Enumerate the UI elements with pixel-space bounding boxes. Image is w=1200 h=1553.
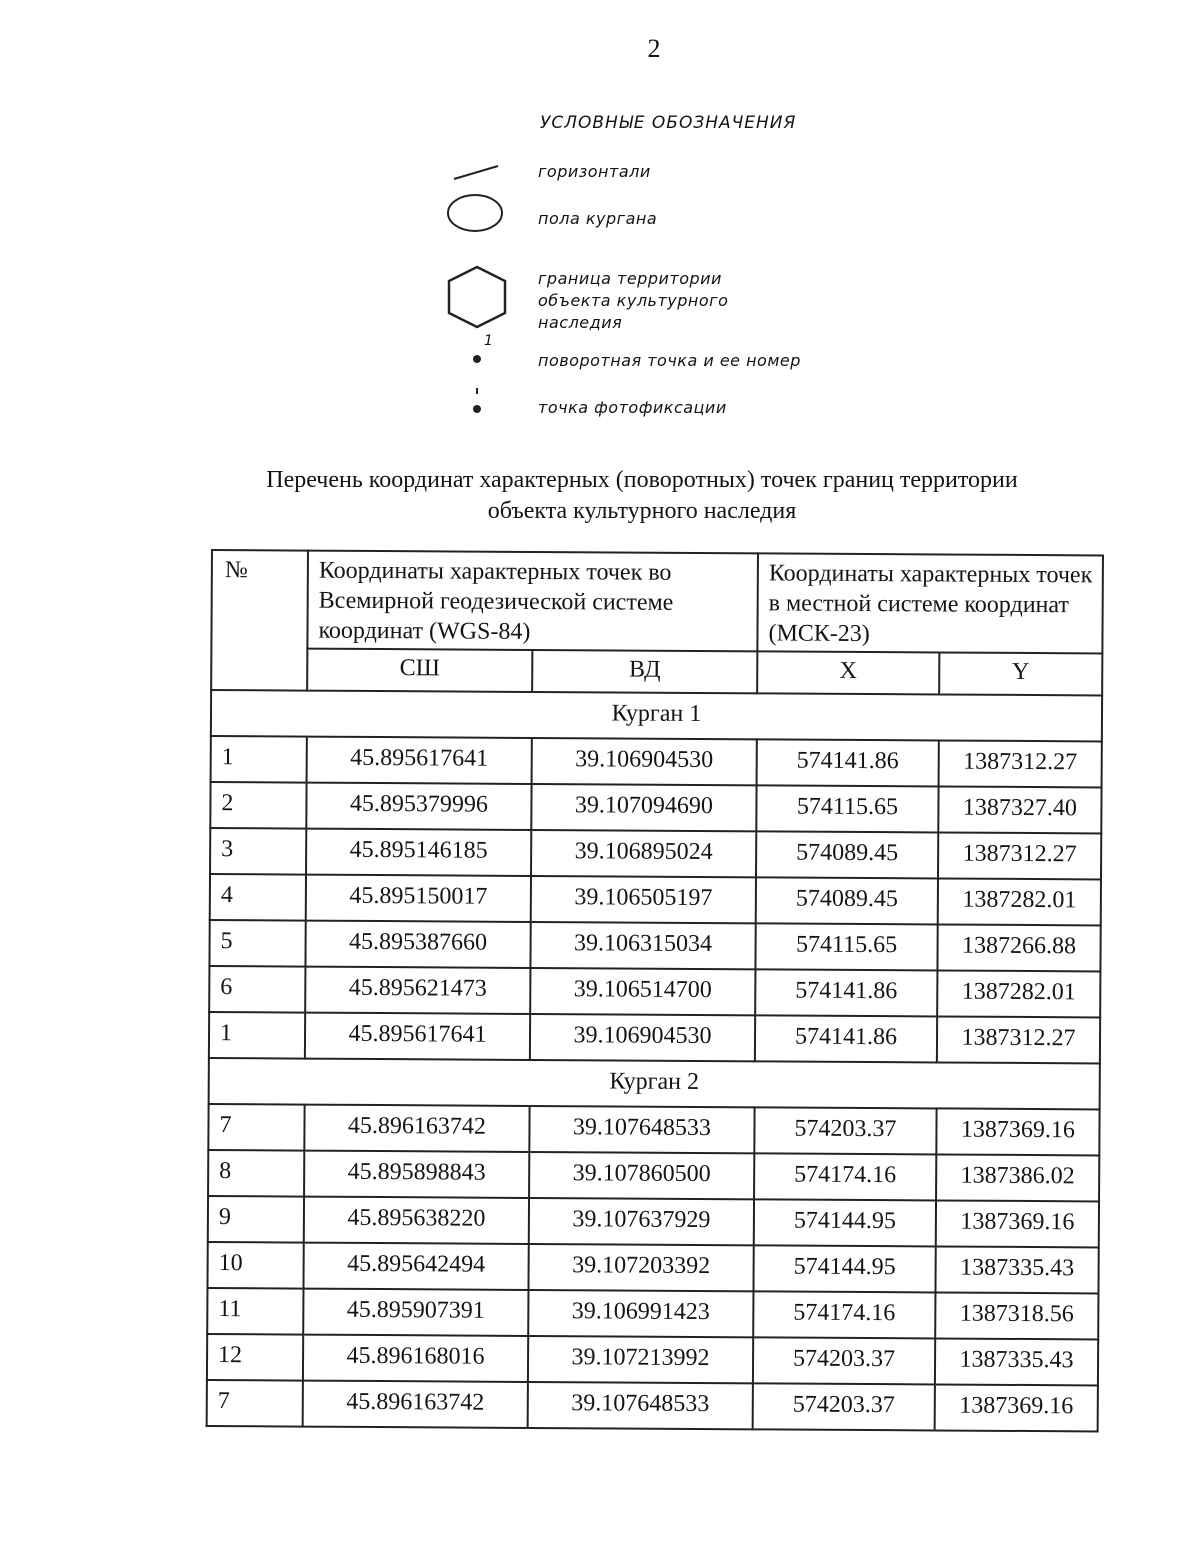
y-coord-cell: 1387312.27 — [938, 832, 1101, 879]
territory-boundary-hexagon-icon — [444, 262, 510, 332]
section-row — [211, 690, 1102, 741]
table-row — [209, 966, 1100, 1017]
header-x: X — [757, 651, 939, 694]
y-coord-cell: 1387312.27 — [937, 1016, 1100, 1063]
table-row — [210, 782, 1101, 833]
x-coord-cell: 574115.65 — [755, 923, 937, 970]
point-number-cell: 8 — [208, 1150, 304, 1197]
table-row — [210, 828, 1101, 879]
section-heading: Курган 1 — [211, 690, 1102, 741]
table-row — [207, 1380, 1098, 1431]
y-coord-cell: 1387282.01 — [938, 878, 1101, 925]
header-latitude: СШ — [307, 649, 532, 692]
point-number-cell: 3 — [210, 828, 306, 875]
header-longitude: ВД — [532, 650, 757, 693]
legend-label-photo-point: точка фотофиксации — [538, 398, 727, 417]
x-coord-cell: 574141.86 — [755, 1015, 937, 1062]
latitude-cell: 45.896163742 — [304, 1105, 529, 1152]
latitude-cell: 45.895621473 — [305, 967, 530, 1014]
latitude-cell: 45.895146185 — [306, 829, 531, 876]
table-row — [207, 1334, 1098, 1385]
table-row — [209, 1012, 1100, 1063]
point-number-cell: 1 — [211, 736, 307, 783]
y-coord-cell: 1387335.43 — [935, 1246, 1098, 1293]
x-coord-cell: 574174.16 — [754, 1153, 936, 1200]
table-row — [207, 1288, 1098, 1339]
point-number-cell: 9 — [208, 1196, 304, 1243]
longitude-cell: 39.107213992 — [528, 1336, 753, 1383]
latitude-cell: 45.895150017 — [306, 875, 531, 922]
section-row — [209, 1058, 1100, 1109]
table-row — [207, 1242, 1098, 1293]
header-wgs84: Координаты характерных точек во Всемирной геодезической системе координат (WGS-84) — [307, 551, 758, 652]
latitude-cell: 45.895379996 — [306, 783, 531, 830]
x-coord-cell: 574203.37 — [754, 1107, 936, 1154]
longitude-cell: 39.106895024 — [531, 830, 756, 877]
latitude-cell: 45.895907391 — [303, 1289, 528, 1336]
x-coord-cell: 574141.86 — [755, 969, 937, 1016]
longitude-cell: 39.106514700 — [530, 968, 755, 1015]
photo-point-icon — [470, 385, 484, 417]
point-number-cell: 7 — [208, 1104, 304, 1151]
point-number-cell: 10 — [207, 1242, 303, 1289]
x-coord-cell: 574141.86 — [757, 739, 939, 786]
x-coord-cell: 574144.95 — [753, 1245, 935, 1292]
point-number-cell: 6 — [209, 966, 305, 1013]
longitude-cell: 39.107648533 — [528, 1382, 753, 1429]
longitude-cell: 39.106991423 — [528, 1290, 753, 1337]
legend-label-contours: горизонтали — [538, 162, 651, 181]
point-number-cell: 11 — [207, 1288, 303, 1335]
x-coord-cell: 574144.95 — [754, 1199, 936, 1246]
longitude-cell: 39.106505197 — [531, 876, 756, 923]
longitude-cell: 39.107094690 — [531, 784, 756, 831]
y-coord-cell: 1387318.56 — [935, 1292, 1098, 1339]
turning-point-number: 1 — [484, 333, 493, 349]
y-coord-cell: 1387386.02 — [936, 1154, 1099, 1201]
x-coord-cell: 574174.16 — [753, 1291, 935, 1338]
legend-title: УСЛОВНЫЕ ОБОЗНАЧЕНИЯ — [540, 113, 797, 133]
table-header-row — [211, 550, 1103, 653]
x-coord-cell: 574203.37 — [753, 1337, 935, 1384]
latitude-cell: 45.895642494 — [303, 1243, 528, 1290]
header-number: № — [211, 550, 308, 691]
latitude-cell: 45.895617641 — [307, 737, 532, 784]
x-coord-cell: 574203.37 — [753, 1383, 935, 1430]
y-coord-cell: 1387282.01 — [937, 970, 1100, 1017]
x-coord-cell: 574089.45 — [756, 831, 938, 878]
longitude-cell: 39.107860500 — [529, 1152, 754, 1199]
point-number-cell: 5 — [209, 920, 305, 967]
table-body — [207, 690, 1102, 1431]
contour-line-icon — [450, 160, 502, 184]
longitude-cell: 39.107637929 — [529, 1198, 754, 1245]
mound-floor-ellipse-icon — [444, 191, 506, 235]
page-number: 2 — [647, 34, 661, 63]
latitude-cell: 45.896163742 — [303, 1381, 528, 1428]
point-number-cell: 4 — [210, 874, 306, 921]
section-heading: Курган 2 — [209, 1058, 1100, 1109]
latitude-cell: 45.895387660 — [305, 921, 530, 968]
point-number-cell: 2 — [210, 782, 306, 829]
y-coord-cell: 1387369.16 — [936, 1200, 1099, 1247]
table-row — [208, 1196, 1099, 1247]
y-coord-cell: 1387312.27 — [939, 740, 1102, 787]
turning-point-icon — [470, 352, 484, 366]
table-row — [209, 920, 1100, 971]
y-coord-cell: 1387369.16 — [936, 1108, 1099, 1155]
x-coord-cell: 574089.45 — [756, 877, 938, 924]
table-row — [208, 1150, 1099, 1201]
document-title-line2: объекта культурного наследия — [487, 498, 797, 524]
legend-label-boundary: граница территории объекта культурного наследия — [538, 269, 729, 332]
y-coord-cell: 1387335.43 — [935, 1338, 1098, 1385]
point-number-cell: 12 — [207, 1334, 303, 1381]
header-y: Y — [939, 652, 1102, 695]
legend-label-turning-point: поворотная точка и ее номер — [538, 351, 801, 370]
latitude-cell: 45.896168016 — [303, 1335, 528, 1382]
latitude-cell: 45.895617641 — [305, 1013, 530, 1060]
longitude-cell: 39.106315034 — [530, 922, 755, 969]
table-row — [210, 874, 1101, 925]
longitude-cell: 39.106904530 — [530, 1014, 755, 1061]
x-coord-cell: 574115.65 — [756, 785, 938, 832]
table-row — [211, 736, 1102, 787]
latitude-cell: 45.895898843 — [304, 1151, 529, 1198]
latitude-cell: 45.895638220 — [304, 1197, 529, 1244]
header-msk23: Координаты характерных точек в местной системе координат (МСК-23) — [757, 553, 1103, 653]
y-coord-cell: 1387369.16 — [935, 1384, 1098, 1431]
table-subheader-row — [211, 648, 1102, 695]
longitude-cell: 39.107203392 — [528, 1244, 753, 1291]
longitude-cell: 39.106904530 — [532, 738, 757, 785]
table-row — [208, 1104, 1099, 1155]
legend-label-mound-floor: пола кургана — [538, 209, 658, 228]
point-number-cell: 7 — [207, 1380, 303, 1427]
document-title-line1: Перечень координат характерных (поворотных) точек границ территории — [266, 467, 1018, 493]
coordinates-table — [206, 549, 1104, 1432]
document-title — [200, 465, 1084, 527]
point-number-cell: 1 — [209, 1012, 305, 1059]
y-coord-cell: 1387327.40 — [938, 786, 1101, 833]
y-coord-cell: 1387266.88 — [937, 924, 1100, 971]
longitude-cell: 39.107648533 — [529, 1106, 754, 1153]
